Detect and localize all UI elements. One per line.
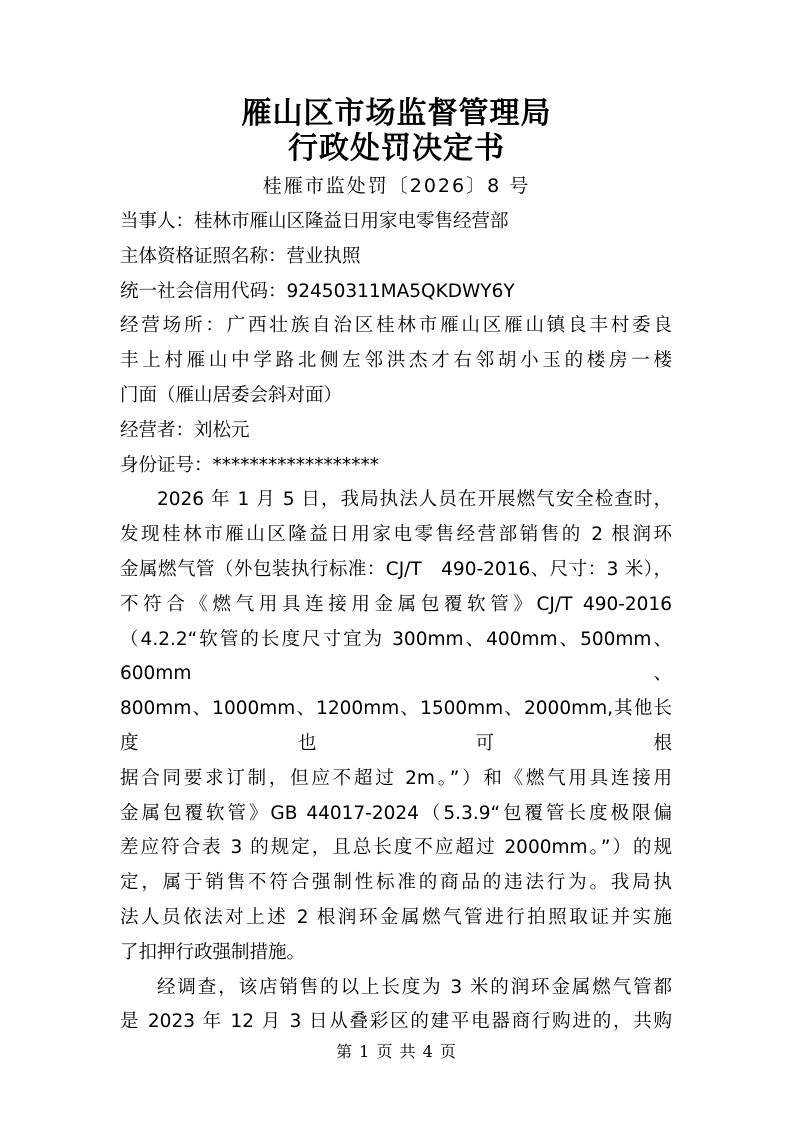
paragraph-line: 金属包覆软管》GB 44017-2024（5.3.9“包覆管长度极限偏	[120, 802, 672, 824]
paragraph-line: 据合同要求订制，但应不超过 2m。”）和《燃气用具连接用	[120, 767, 672, 789]
document-title-line2: 行政处罚决定书	[288, 131, 505, 166]
paragraph-line: 是 2023 年 12 月 3 日从叠彩区的建平电器商行购进的，共购	[120, 1011, 672, 1033]
document-number: 桂雁市监处罚〔2026〕8 号	[262, 175, 531, 197]
document-title-line1: 雁山区市场监督管理局	[241, 96, 552, 131]
paragraph-line: 发现桂林市雁山区隆益日用家电零售经营部销售的 2 根润环	[120, 524, 672, 546]
party-license: 主体资格证照名称：营业执照	[120, 245, 361, 267]
page-number-footer: 第 1 页 共 4 页	[336, 1042, 457, 1061]
paragraph-line: 差应符合表 3 的规定，且总长度不应超过 2000mm。”）的规	[120, 837, 672, 859]
paragraph-line: 法人员依法对上述 2 根润环金属燃气管进行拍照取证并实施	[120, 906, 672, 928]
paragraph-line: 定，属于销售不符合强制性标准的商品的违法行为。我局执	[120, 872, 672, 894]
paragraph-line: 2026 年 1 月 5 日，我局执法人员在开展燃气安全检查时，	[157, 489, 672, 511]
party-address-line: 经营场所：广西壮族自治区桂林市雁山区雁山镇良丰村委良	[120, 315, 672, 337]
paragraph-line: 经调查，该店销售的以上长度为 3 米的润环金属燃气管都	[157, 976, 672, 998]
paragraph-line: 金属燃气管（外包装执行标准：CJ/T 490-2016、尺寸：3 米），	[120, 558, 672, 580]
paragraph-line: 了扣押行政强制措施。	[120, 941, 306, 963]
party-id-number: 身份证号：******************	[120, 454, 380, 476]
party-name: 当事人：桂林市雁山区隆益日用家电零售经营部	[120, 211, 509, 232]
party-operator: 经营者：刘松元	[120, 419, 250, 441]
paragraph-1	[120, 483, 672, 970]
party-address-line: 丰上村雁山中学路北侧左邻洪杰才右邻胡小玉的楼房一楼	[120, 350, 672, 372]
paragraph-line: 不符合《燃气用具连接用金属包覆软管》CJ/T 490-2016	[120, 593, 672, 615]
party-credit-code: 统一社会信用代码：92450311MA5QKDWY6Y	[120, 280, 515, 302]
paragraph-line: 800mm、1000mm、1200mm、1500mm、2000mm,其他长度也可根	[120, 698, 672, 754]
paragraph-line: （4.2.2“软管的长度尺寸宜为 300mm、400mm、500mm、600mm、	[120, 628, 672, 685]
document-body	[120, 205, 672, 1040]
party-address-line: 门面（雁山居委会斜对面）	[120, 384, 343, 406]
paragraph-2	[120, 971, 672, 1041]
